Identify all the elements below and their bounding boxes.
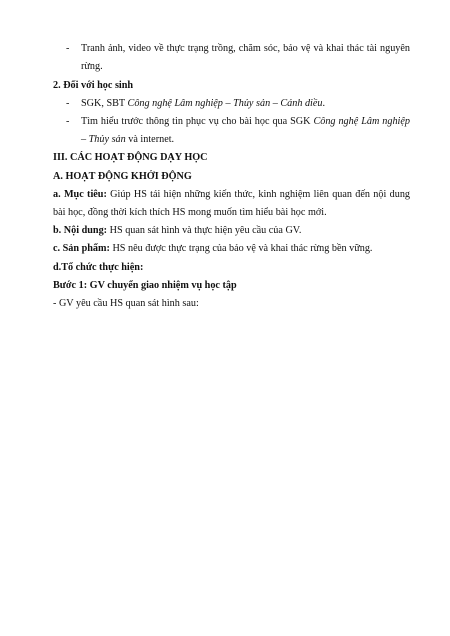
objective-line (53, 188, 410, 201)
teacher-instruction: - GV yêu cầu HS quan sát hình sau: (53, 298, 199, 309)
section-heading-students: 2. Đối với học sinh (53, 80, 134, 91)
book-title: Công nghệ Lâm nghiệp – Thủy sản – Cánh diều (127, 98, 323, 109)
product-label: c. Sản phẩm: (53, 243, 110, 254)
research-text-cont: và internet. (125, 134, 175, 145)
materials-line: Tranh ảnh, video về thực trạng trồng, chăm sóc, bảo vệ và khai thác tài nguyên (81, 43, 410, 54)
step-1-heading: Bước 1: GV chuyển giao nhiệm vụ học tập (53, 280, 237, 291)
bullet-dash: - (66, 43, 70, 54)
materials-line-cont: rừng. (81, 61, 103, 72)
objective-label: a. Mục tiêu: (53, 189, 107, 200)
section-heading-activities: III. CÁC HOẠT ĐỘNG DẠY HỌC (53, 152, 208, 163)
bullet-dash: - (66, 116, 70, 127)
objective-text: Giúp HS tái hiện những kiến thức, kinh nghiệm liên quan đến nội dung (106, 189, 411, 200)
content-text: HS quan sát hình và thực hiện yêu cầu của GV. (107, 225, 302, 236)
research-book-title: Công nghệ Lâm nghiệp (313, 116, 410, 127)
bullet-dash: - (66, 98, 70, 109)
content-line (53, 224, 410, 237)
books-text: SGK, SBT (81, 98, 128, 109)
student-item-research (81, 115, 410, 128)
student-item-books (81, 97, 410, 110)
research-text: Tìm hiểu trước thông tin phục vụ cho bài học qua SGK (81, 116, 314, 127)
product-line (53, 242, 410, 255)
product-text: HS nêu được thực trạng của bảo vệ và khai thác rừng bền vững. (109, 243, 373, 254)
books-period: . (322, 98, 326, 109)
objective-line-cont: bài học, đồng thời kích thích HS mong muốn tìm hiểu bài học mới. (53, 207, 327, 218)
section-heading-warmup: A. HOẠT ĐỘNG KHỞI ĐỘNG (53, 171, 192, 182)
organization-heading: d.Tổ chức thực hiện: (53, 262, 144, 273)
research-book-title-cont: – Thủy sản (81, 134, 126, 145)
content-label: b. Nội dung: (53, 225, 108, 236)
student-item-research-cont (81, 133, 410, 146)
